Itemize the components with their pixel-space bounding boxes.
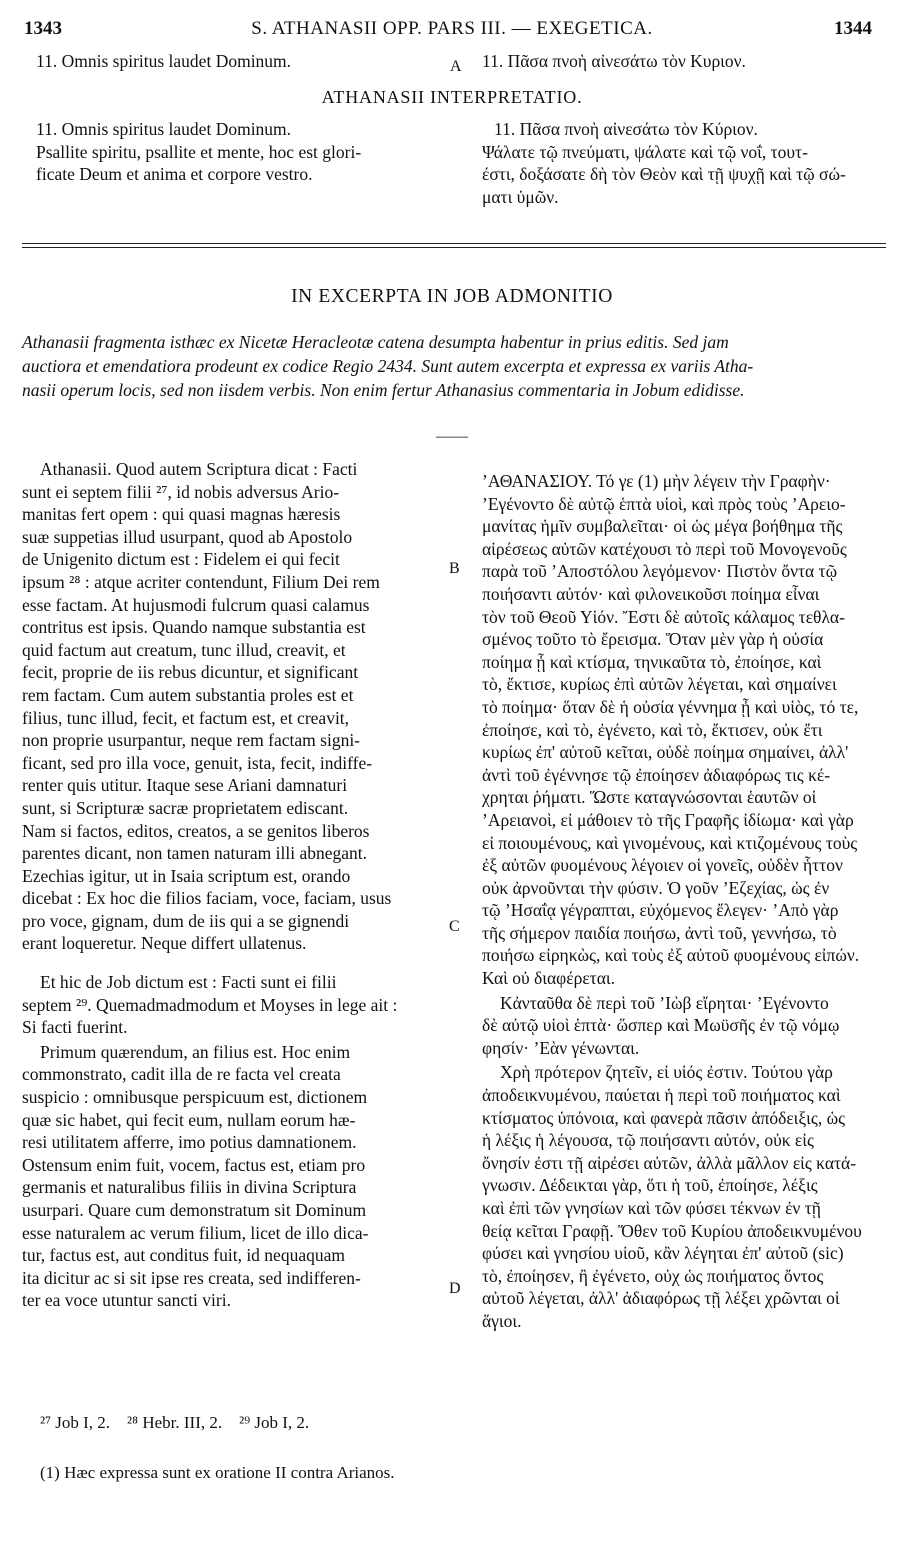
text-line: Ezechias igitur, ut in Isaia scriptum est, orando [22, 865, 351, 886]
text-line: ipsum ²⁸ : atque acriter contendunt, Filium Dei rem [22, 571, 380, 592]
text-line: αὐτοῦ λέγεται, ἀλλ' ἀδιαφόρως τῇ λέξει χρῶνται οἱ [482, 1288, 840, 1309]
admonitio-text [22, 330, 884, 402]
greek-paragraph-2 [482, 992, 886, 1060]
text-line: manitas fert opem : qui quasi magnas hæresis [22, 504, 341, 525]
text-line: χρηται ῥήματι. Ὥστε καταγνώσονται ἑαυτῶν οἱ [482, 787, 817, 808]
text-line: nasii operum locis, sed non iisdem verbis. Non enim fertur Athanasius commentaria in Jobum edidisse. [22, 380, 745, 400]
latin-paragraph-1-cont [22, 481, 442, 955]
text-line: κτίσματος ὑπόνοια, καὶ φανερὰ πᾶσιν ἀπόδειξις, ὡς [482, 1107, 846, 1128]
text-line: 11. Πᾶσα πνοὴ αἰνεσάτω τὸν Κύριον. [494, 119, 758, 139]
text-line: ficant, sed pro illa voce, genuit, ista, fecit, indiffe- [22, 752, 373, 773]
text-line: tur, factus est, aut conditus fuit, id nequaquam [22, 1245, 345, 1266]
interp-latin [36, 118, 446, 186]
text-line: Et hic de Job dictum est : Facti sunt ei filii [40, 972, 337, 993]
text-line: ʼΕγένοντο δὲ αὐτῷ ἑπτὰ υἱοὶ, καὶ πρὸς τοὺς ʼΑρειο- [482, 493, 846, 514]
text-line: Ostensum enim fuit, vocem, factus est, etiam pro [22, 1154, 366, 1175]
text-line: ἐποίησε, καὶ τὸ, ἐγένετο, καὶ τὸ, ἔκτισεν, οὐκ ἔτι [482, 719, 823, 740]
text-line: τῷ ʼΗσαΐᾳ γέγραπται, εὐχόμενος ἔλεγεν· ʼΑπὸ γὰρ [482, 900, 839, 921]
text-line: ποιήσω εἰρηκὼς, καὶ τοὺς ἐξ αὐτοῦ φυομένους εἰπών. [482, 945, 860, 966]
latin-paragraph-3 [22, 1041, 442, 1312]
text-line: ποίημα ᾖ καὶ κτίσμα, τηνικαῦτα τὸ, ἐποίησε, καὶ [482, 651, 822, 672]
margin-marker-c: C [449, 918, 460, 935]
text-line: Nam si factos, editos, creatos, a se genitos liberos [22, 820, 370, 841]
text-line: ἐξ αὐτῶν φυομένους λέγοιεν οἱ γονεῖς, οὐδὲν ἧττον [482, 855, 843, 876]
latin-paragraph-2 [22, 971, 442, 1039]
text-line: Athanasii. Quod autem Scriptura dicat : Facti [40, 459, 358, 479]
text-line: sunt, si Scripturæ sacræ proprietatem ediscant. [22, 797, 349, 818]
text-line: Χρὴ πρότερον ζητεῖν, εἰ υἱός ἐστιν. Τούτου γὰρ [500, 1062, 833, 1083]
text-line: resi utilitatem afferre, imo potius damnationem. [22, 1132, 357, 1153]
text-line: auctiora et emendatiora prodeunt ex codice Regio 2434. Sunt autem excerpta et expressa ex variis Atha- [22, 356, 754, 376]
top-verse-latin: 11. Omnis spiritus laudet Dominum. [36, 51, 292, 71]
text-line: ʼΑΘΑΝΑΣΙΟΥ. Τό γε (1) μὴν λέγειν τὴν Γραφὴν· [482, 471, 831, 491]
admonitio-title: IN EXCERPTA IN JOB ADMONITIO [291, 286, 613, 307]
text-line: quid factum aut creatum, tunc illud, creavit, et [22, 639, 346, 660]
text-line: parentes dicant, non tamen naturam illi abnegant. [22, 843, 368, 864]
divider-rule [22, 247, 886, 248]
text-line: suæ suppetias illud usurpant, quod ab Apostolo [22, 526, 353, 547]
text-line: germanis et naturalibus filiis in divina Scriptura [22, 1177, 357, 1198]
running-title: S. ATHANASII OPP. PARS III. — EXEGETICA. [251, 18, 653, 39]
text-line: σμένος τοῦτο τὸ ἔρεισμα. Ὅταν μὲν γὰρ ἡ οὐσία [482, 629, 824, 650]
text-line: Psallite spiritu, psallite et mente, hoc est glori- [36, 141, 362, 162]
text-line: 11. Omnis spiritus laudet Dominum. [36, 119, 292, 139]
top-verse-greek: 11. Πᾶσα πνοὴ αἰνεσάτω τὸν Κυριον. [482, 51, 746, 71]
text-line: γνωσιν. Δέδεικται γὰρ, ὅτι ἡ τοῦ, ἐποίησε, λέξις [482, 1175, 818, 1196]
text-line: μανίτας ἡμῖν συμβαλεῖται· οἱ ὡς μέγα βοήθημα τῆς [482, 516, 843, 537]
text-line: τῆς σήμερον παιδία ποιήσω, ἀντὶ τοῦ, γεννήσω, τὸ [482, 922, 837, 943]
text-line: Athanasii fragmenta isthæc ex Nicetæ Heracleotæ catena desumpta habentur in prius editis. Sed jam [22, 332, 729, 352]
text-line: Ψάλατε τῷ πνεύματι, ψάλατε καὶ τῷ νοΐ, τουτ- [482, 141, 808, 162]
text-line: Καὶ οὐ διαφέρεται. [482, 968, 615, 989]
page-number-left: 1343 [24, 18, 62, 39]
text-line: ter ea voce utuntur sancti viri. [22, 1290, 231, 1311]
footnote-references: ²⁷ Job I, 2. ²⁸ Hebr. III, 2. ²⁹ Job I, 2. [40, 1413, 310, 1432]
text-line: έστι, δοξάσατε δὴ τὸν Θεὸν καὶ τῇ ψυχῇ καὶ τῷ σώ- [482, 164, 846, 185]
text-line: ἅγιοι. [482, 1310, 522, 1331]
text-line: τὸ ποίημα· ὅταν δὲ ἡ οὐσία γέννημα ᾖ καὶ υἱὸς, τό τε, [482, 696, 859, 717]
text-line: quæ sic habet, qui fecit eum, nullam eorum hæ- [22, 1109, 356, 1130]
text-line: ἀντὶ τοῦ ἐγέννησε τῷ ἐποίησεν ἀδιαφόρως τις κέ- [482, 764, 831, 785]
interpretatio-heading: ATHANASII INTERPRETATIO. [321, 87, 583, 107]
greek-column [482, 470, 886, 1333]
text-line: rem factam. Cum autem substantia proles est et [22, 684, 354, 705]
text-line: αἱρέσεως αὐτῶν κατέχουσι τὸ περὶ τοῦ Μονογενοῦς [482, 538, 847, 559]
margin-marker-d: D [449, 1280, 461, 1297]
text-line: suspicio : omnibusque perspicuum est, dictionem [22, 1087, 368, 1108]
text-line: esse factam. At hujusmodi fulcrum quasi calamus [22, 594, 370, 615]
short-divider: —— [436, 428, 468, 445]
page-number-right: 1344 [834, 18, 872, 39]
text-line: usurpari. Quare cum demonstratum sit Dominum [22, 1200, 367, 1220]
text-line: τὸν τοῦ Θεοῦ Υἱόν. Ἔστι δὲ αὐτοῖς κάλαμος τεθλα- [482, 606, 845, 627]
text-line: ἀποδεικνυμένου, παύεται ἡ περὶ τοῦ ποιήματος καὶ [482, 1085, 841, 1106]
text-line: de Unigenito dictum est : Fidelem ei qui fecit [22, 549, 340, 570]
text-line: esse naturalem ac verum filium, licet de illo dica- [22, 1222, 369, 1243]
text-line: οὐκ ἀρνοῦνται τὴν φύσιν. Ὁ γοῦν ʼΕζεχίας, ὡς ἐν [482, 877, 830, 898]
footnote-note: (1) Hæc expressa sunt ex oratione II contra Arianos. [40, 1463, 395, 1482]
text-line: commonstrato, cadit illa de re facta vel creata [22, 1064, 341, 1085]
greek-paragraph-1 [482, 470, 886, 990]
text-line: τὸ, ἔκτισε, κυρίως ἐπὶ αὐτῶν λέγεται, καὶ σημαίνει [482, 674, 837, 695]
text-line: erant loqueretur. Neque differt ullatenus. [22, 933, 307, 954]
text-line: τὸ, ἐποίησεν, ἢ ἐγένετο, οὐχ ὡς ποιήματος ὄντος [482, 1265, 824, 1286]
text-line: παρὰ τοῦ ʼΑποστόλου λεγόμενον· Πιστὸν ὄντα τῷ [482, 561, 838, 582]
text-line: ita dicitur ac si sit ipse res creata, sed indifferen- [22, 1267, 361, 1288]
text-line: Si facti fuerint. [22, 1017, 128, 1038]
text-line: κυρίως ἐπ' αὐτοῦ κεῖται, οὐδὲ ποίημα σημαίνει, ἀλλ' [482, 742, 849, 763]
text-line: εἰ ποιουμένους, καὶ γινομένους, καὶ κτιζομένους τοὺς [482, 832, 858, 853]
text-line: φύσει καὶ γνησίου υἱοῦ, κἂν λέγηται ἐπ' αὐτοῦ (sic) [482, 1243, 844, 1264]
text-line: Κἀνταῦθα δὲ περὶ τοῦ ʼΙὼβ εἴρηται· ʼΕγένοντο [500, 992, 829, 1013]
text-line: ficate Deum et anima et corpore vestro. [36, 164, 313, 185]
text-line: sunt ei septem filii ²⁷, id nobis adversus Ario- [22, 481, 340, 502]
text-line: filius, tunc illud, fecit, et factum est, et creavit, [22, 707, 350, 728]
text-line: pro voce, gignam, dum de iis qui a se gignendi [22, 910, 350, 931]
text-line: contritus est ipsis. Quando namque substantia est [22, 617, 366, 638]
text-line: ὄνησίν ἐστι τῇ αἱρέσει αὐτῶν, ἀλλὰ μᾶλλον εἰς κατά- [482, 1152, 857, 1173]
text-line: δὲ αὐτῷ υἱοὶ ἑπτὰ· ὥσπερ καὶ Μωϋσῆς ἐν τῷ νόμῳ [482, 1015, 840, 1036]
text-line: καὶ ἐπὶ τῶν γνησίων καὶ τῶν φύσει τέκνων ἐν τῇ [482, 1198, 821, 1218]
latin-paragraph-1 [22, 458, 442, 481]
margin-marker-a: A [450, 58, 462, 75]
divider-rule [22, 243, 886, 244]
margin-marker-b: B [449, 560, 460, 577]
text-line: renter quis utitur. Itaque sese Ariani damnaturi [22, 775, 348, 796]
page-header [0, 18, 904, 42]
interp-greek [482, 118, 886, 208]
text-line: Primum quærendum, an filius est. Hoc enim [40, 1041, 351, 1062]
text-line: ἡ λέξις ἡ λέγουσα, τῷ ποιήσαντι αὐτόν, οὐκ εἰς [482, 1130, 814, 1151]
text-line: non proprie usurpantur, neque rem factam signi- [22, 730, 361, 751]
text-line: ματι ὑμῶν. [482, 186, 559, 207]
text-line: θείᾳ κεῖται Γραφῇ. Ὅθεν τοῦ Κυρίου ἀποδεικνυμένου [482, 1220, 862, 1241]
text-line: ποιήσαντι αὐτόν· καὶ φιλονεικοῦσι ποίημα εἶναι [482, 583, 820, 604]
greek-paragraph-3 [482, 1061, 886, 1332]
text-line: dicebat : Ex hoc die filios faciam, voce, faciam, usus [22, 888, 392, 909]
text-line: φησίν· ʼΕὰν γένωνται. [482, 1037, 640, 1058]
text-line: fecit, proprie de iis rebus dicuntur, et significant [22, 662, 359, 683]
text-line: ʼΑρειανοὶ, εἰ μάθοιεν τὸ τῆς Γραφῆς ἰδίωμα· καὶ γὰρ [482, 809, 854, 830]
text-line: septem ²⁹. Quemadmadmodum et Moyses in lege ait : [22, 994, 398, 1015]
latin-column [22, 458, 442, 1312]
